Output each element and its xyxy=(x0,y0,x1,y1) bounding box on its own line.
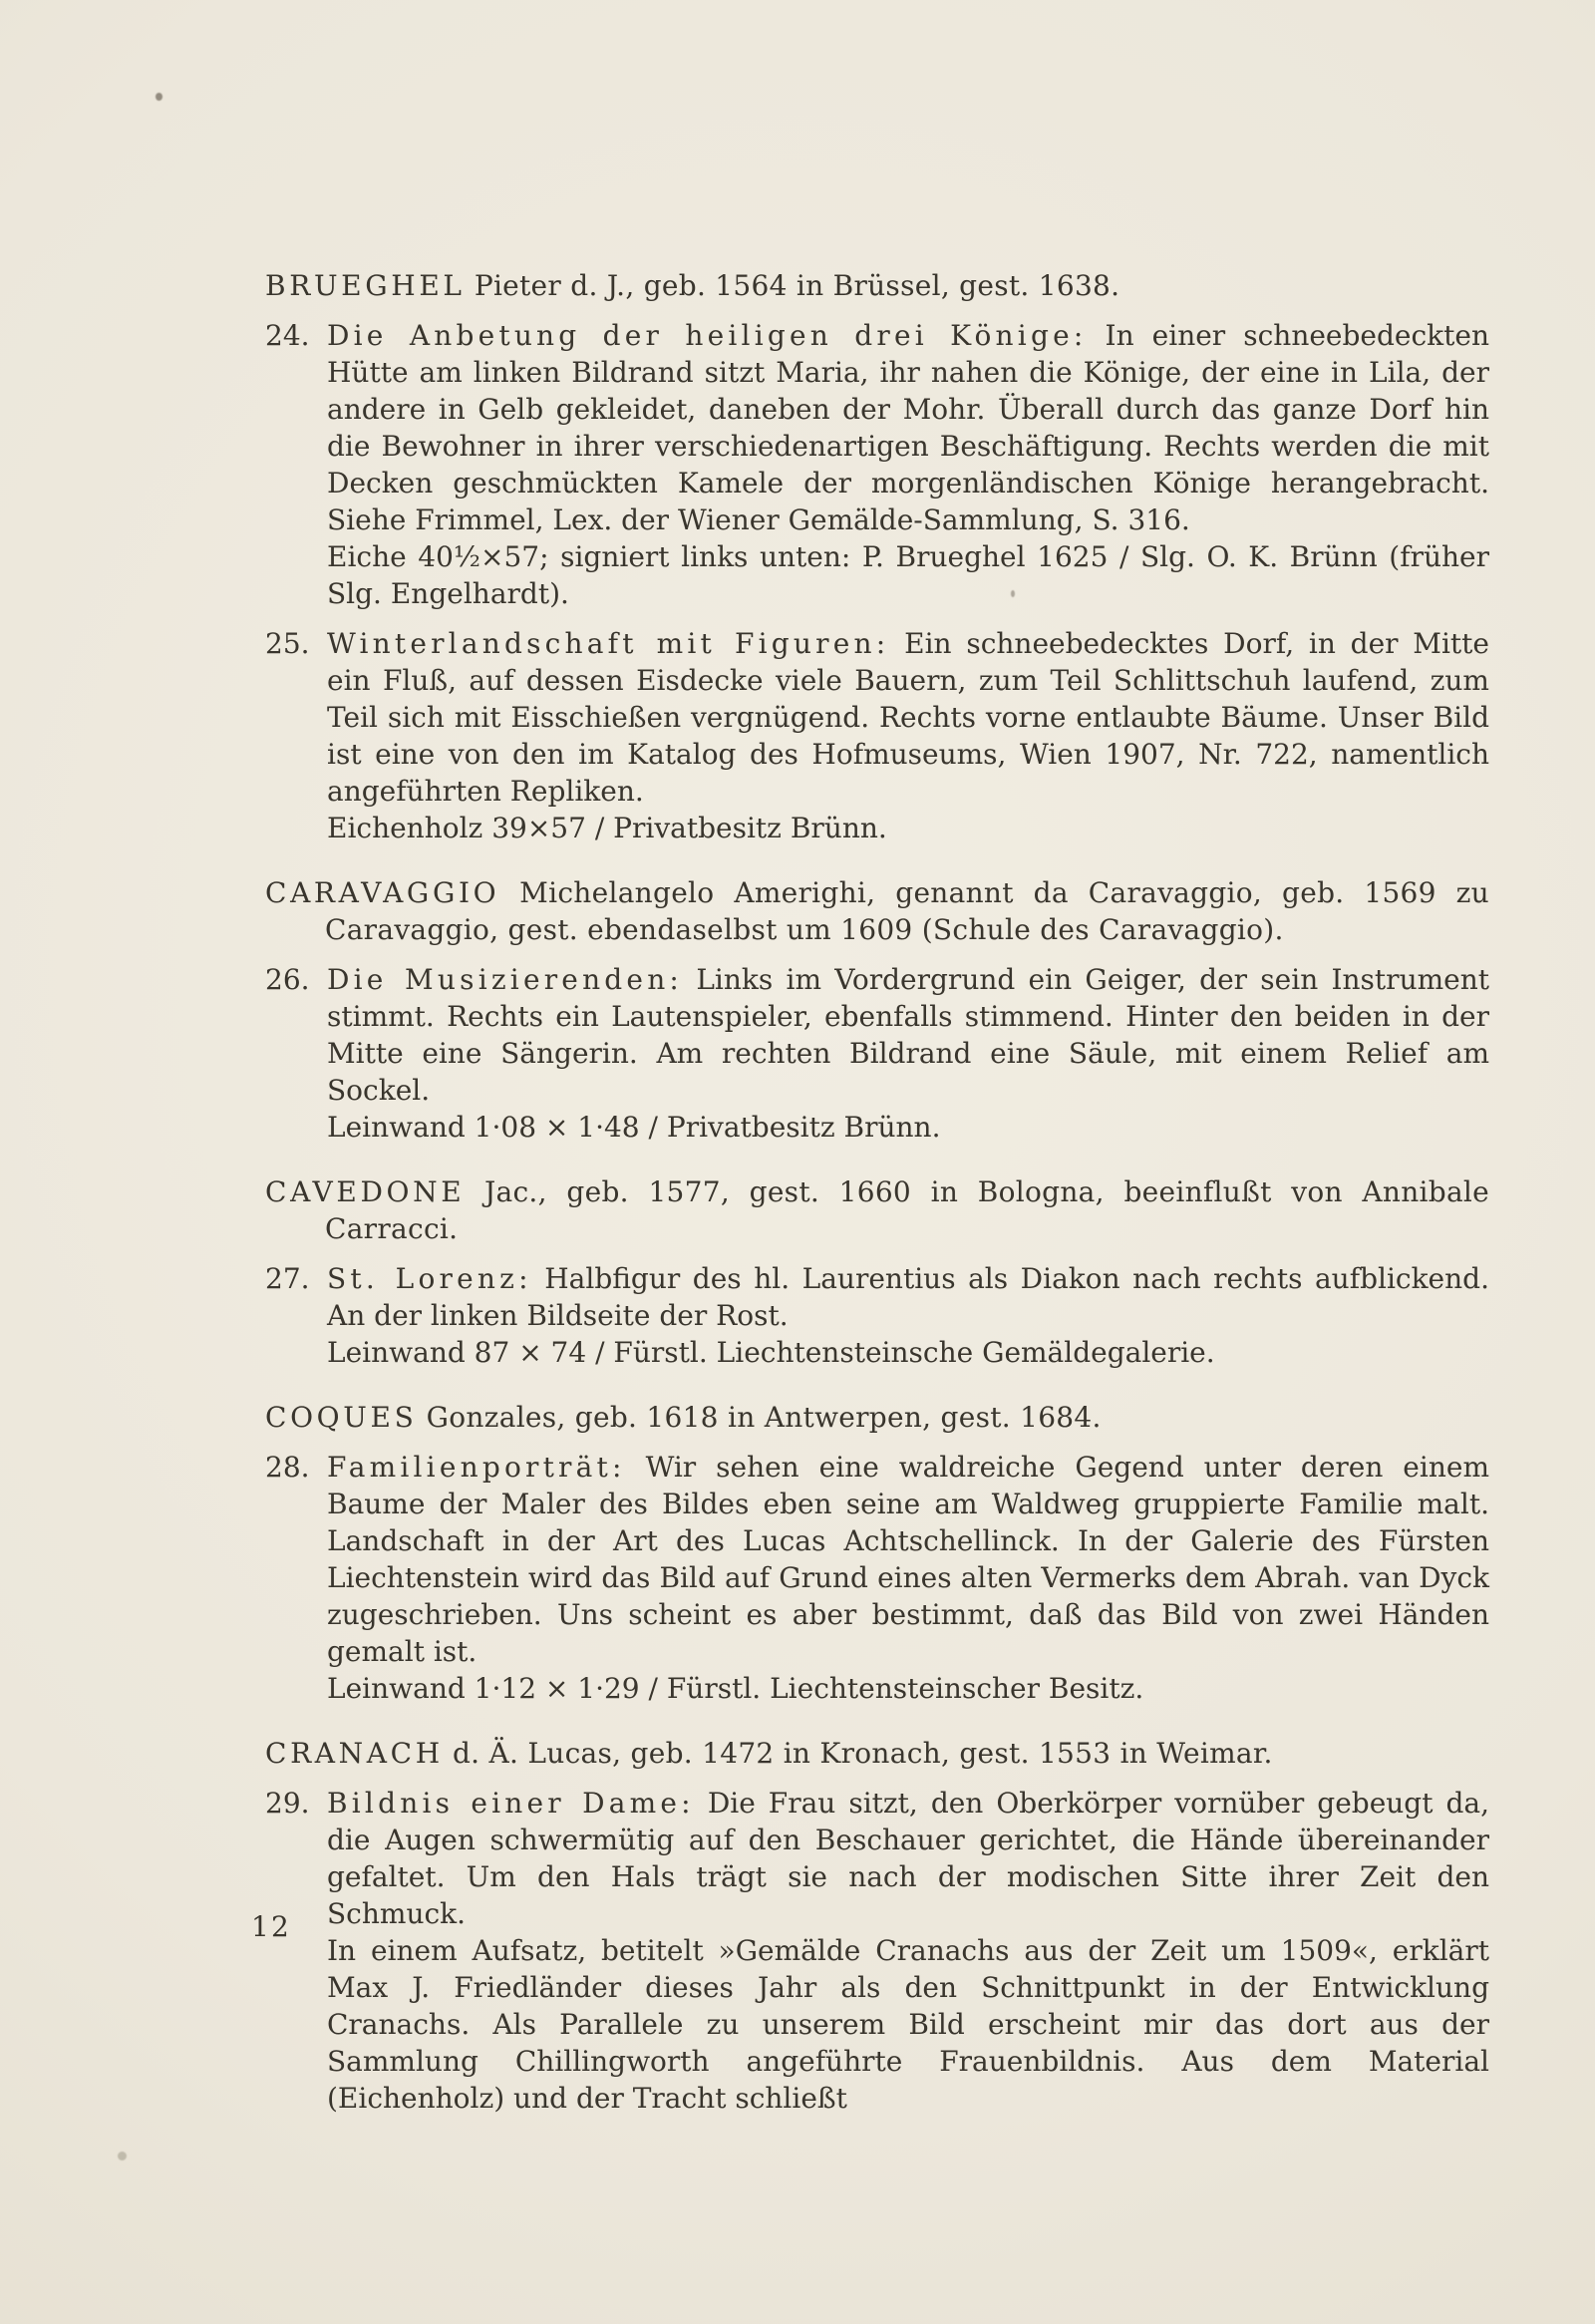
item-body-text: Links im Vordergrund ein Geiger, der sein Instrument stimmt. Rechts ein Lautenspieler, ebenfalls stimmend. Hinter den beiden in der Mitte eine Sängerin. Am rechten Bildrand eine Säule, mit einem Relief am Sockel. xyxy=(327,963,1490,1107)
item-dimensions: Eichenholz 39×57 / Privatbesitz Brünn. xyxy=(327,812,887,844)
item-body-text: Die Frau sitzt, den Oberkörper vornüber gebeugt da, die Augen schwermütig auf den Beschauer gerichtet, die Hände übereinander gefaltet. Um den Hals trägt sie nach der modischen Sitte ihrer Zeit den Schmuck. xyxy=(327,1787,1490,1930)
item-number: 28. xyxy=(265,1451,310,1484)
item-description xyxy=(327,1260,1489,1334)
artist-details: Michelangelo Amerighi, genannt da Caravaggio, geb. 1569 zu Caravaggio, gest. ebendaselbst um 1609 (Schule des Caravaggio). xyxy=(325,876,1489,946)
item-title: Winterlandschaft mit Figuren: xyxy=(327,627,890,660)
item-title: Die Musizierenden: xyxy=(327,963,684,996)
item-number: 26. xyxy=(265,963,310,996)
artist-name: BRUEGHEL xyxy=(265,269,466,302)
item-title: Die Anbetung der heiligen drei Könige: xyxy=(327,319,1088,352)
item-body-text: Wir sehen eine waldreiche Gegend unter deren einem Baume der Maler des Bildes eben seine am Waldweg gruppierte Familie malt. Landschaft in der Art des Lucas Achtschellinck. In der Galerie des Fürsten Liechtenstein wird das Bild auf Grund eines alten Vermerks dem Abrah. van Dyck zugeschrieben. Uns scheint es aber bestimmt, daß das Bild von zwei Händen gemalt ist. xyxy=(327,1451,1489,1668)
artist-name: CARAVAGGIO xyxy=(265,876,500,909)
item-description xyxy=(327,1449,1489,1670)
artist-heading-coques xyxy=(265,1399,1489,1436)
catalog-entry-29 xyxy=(265,1785,1489,2117)
artist-name: CAVEDONE xyxy=(265,1175,466,1208)
artist-heading-cavedone xyxy=(265,1173,1489,1247)
scan-speck xyxy=(118,2152,127,2160)
item-description xyxy=(327,1785,1489,1932)
artist-details: Pieter d. J., geb. 1564 in Brüssel, gest. 1638. xyxy=(465,269,1120,302)
item-title: Familienporträt: xyxy=(327,1451,626,1484)
item-title: St. Lorenz: xyxy=(327,1262,532,1295)
catalog-entry-28 xyxy=(265,1449,1489,1707)
artist-name: COQUES xyxy=(265,1401,418,1434)
page-number: 12 xyxy=(251,1910,292,1943)
catalog-page-content xyxy=(265,267,1489,2117)
catalog-entry-27 xyxy=(265,1260,1489,1371)
item-dimensions: Leinwand 1·08 × 1·48 / Privatbesitz Brünn. xyxy=(327,1111,941,1144)
artist-details: d. Ä. Lucas, geb. 1472 in Kronach, gest. 1553 in Weimar. xyxy=(443,1737,1273,1770)
item-number: 25. xyxy=(265,627,310,660)
item-description xyxy=(327,317,1489,538)
item-dimensions: Leinwand 1·12 × 1·29 / Fürstl. Liechtensteinscher Besitz. xyxy=(327,1672,1144,1705)
item-dimensions: Leinwand 87 × 74 / Fürstl. Liechtensteinsche Gemäldegalerie. xyxy=(327,1336,1215,1369)
item-body-text: Ein schneebedecktes Dorf, in der Mitte ein Fluß, auf dessen Eisdecke viele Bauern, zum Teil Schlittschuh laufend, zum Teil sich mit Eisschießen vergnügend. Rechts vorne entlaubte Bäume. Unser Bild ist eine von den im Katalog des Hofmuseums, Wien 1907, Nr. 722, namentlich angeführten Repliken. xyxy=(327,627,1489,808)
item-body-text: Halbfigur des hl. Laurentius als Diakon nach rechts aufblickend. An der linken Bildseite der Rost. xyxy=(327,1262,1489,1332)
artist-name: CRANACH xyxy=(265,1737,444,1770)
artist-details: Gonzales, geb. 1618 in Antwerpen, gest. 1684. xyxy=(417,1401,1102,1434)
artist-heading-brueghel xyxy=(265,267,1489,304)
item-commentary: In einem Aufsatz, betitelt »Gemälde Cranachs aus der Zeit um 1509«, erklärt Max J. Friedländer dieses Jahr als den Schnittpunkt in der Entwicklung Cranachs. Als Parallele zu unserem Bild erscheint mir das dort aus der Sammlung Chillingworth angeführte Frauenbildnis. Aus dem Material (Eichenholz) und der Tracht schließt xyxy=(327,1934,1489,2115)
artist-heading-cranach xyxy=(265,1735,1489,1772)
item-title: Bildnis einer Dame: xyxy=(327,1787,695,1820)
item-dimensions: Eiche 40½×57; signiert links unten: P. Brueghel 1625 / Slg. O. K. Brünn (früher Slg. Engelhardt). xyxy=(327,540,1489,610)
item-number: 29. xyxy=(265,1787,310,1820)
artist-heading-caravaggio xyxy=(265,874,1489,948)
artist-details: Jac., geb. 1577, gest. 1660 in Bologna, beeinflußt von Annibale Carracci. xyxy=(325,1175,1489,1245)
catalog-entry-25 xyxy=(265,625,1489,846)
item-body-text: In einer schneebedeckten Hütte am linken Bildrand sitzt Maria, ihr nahen die Könige, der eine in Lila, der andere in Gelb gekleidet, daneben der Mohr. Überall durch das ganze Dorf hin die Bewohner in ihrer verschiedenartigen Beschäftigung. Rechts werden die mit Decken geschmückten Kamele der morgenländischen Könige herangebracht. Siehe Frimmel, Lex. der Wiener Gemälde-Sammlung, S. 316. xyxy=(327,319,1489,536)
item-description xyxy=(327,625,1489,810)
item-description xyxy=(327,961,1489,1109)
item-number: 24. xyxy=(265,319,310,352)
item-number: 27. xyxy=(265,1262,310,1295)
catalog-entry-26 xyxy=(265,961,1489,1146)
catalog-entry-24 xyxy=(265,317,1489,612)
scan-speck xyxy=(156,93,162,101)
